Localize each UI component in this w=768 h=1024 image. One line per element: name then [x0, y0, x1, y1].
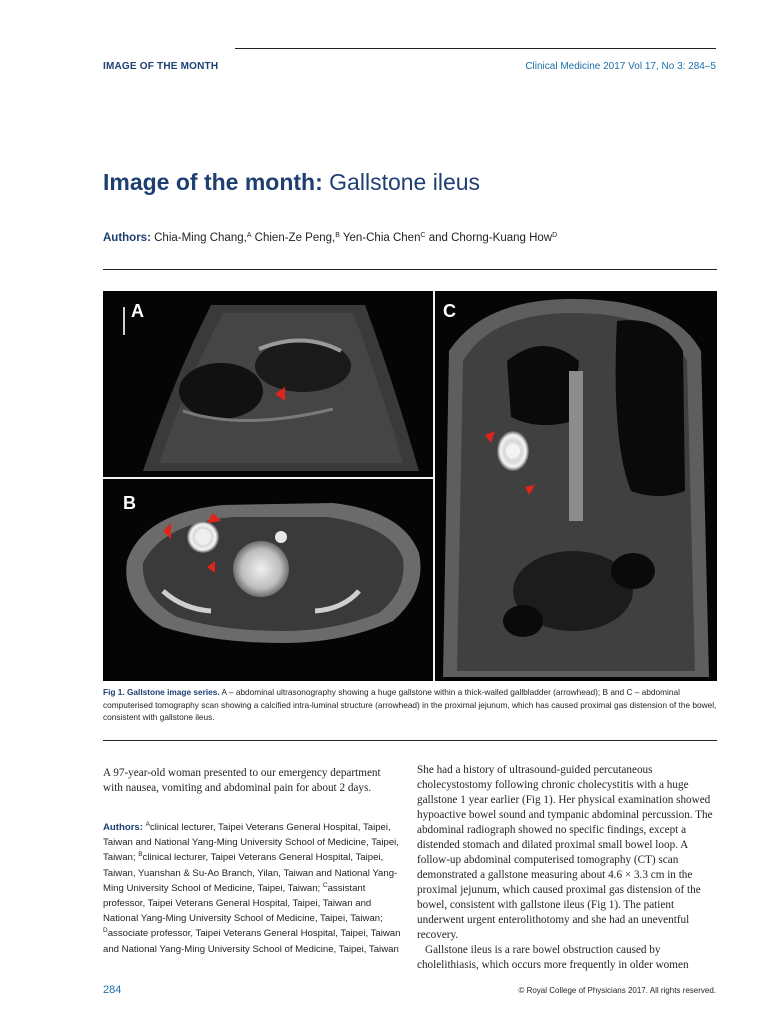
author-byline: [103, 232, 557, 244]
affiliation-superscript: A: [145, 821, 150, 828]
title-divider: [103, 269, 717, 270]
author-superscript: D: [552, 232, 558, 239]
panel-c-coronal-ct: [435, 291, 717, 681]
journal-reference[interactable]: Clinical Medicine 2017 Vol 17, No 3: 284–5: [525, 61, 716, 72]
author-name: Yen-Chia Chen: [339, 232, 421, 244]
author-superscript: A: [246, 232, 252, 239]
panel-a-ultrasound: [103, 291, 433, 477]
title-prefix: Image of the month:: [103, 169, 323, 195]
affiliation-superscript: D: [103, 927, 108, 935]
affiliation-superscript: B: [138, 851, 143, 859]
author-superscript: C: [420, 232, 426, 239]
intro-paragraph: A 97-year-old woman presented to our emergency department with nausea, vomiting and abdominal pain for about 2 days.: [103, 767, 381, 794]
authors-label: Authors:: [103, 232, 151, 244]
author-name: and Chorng-Kuang How: [425, 232, 553, 244]
body-paragraph: She had a history of ultrasound-guided percutaneous cholecystostomy following chronic cholecystitis with a huge gallstone 1 year earlier (Fig 1). Her physical examination showed hypoactive bowel sound and tympanic abdominal percussion. The abdominal radiograph showed no specific findings, except a distended stomach and dilated proximal small bowel loop. A follow-up abdominal computerised tomography (CT) scan demonstrated a gallstone measuring about 4.6 × 3.3 cm in the proximal jejunum, which caused proximal gas distension of the bowel, consistent with gallstone ileus (Fig 1). The patient underwent urgent enterolithotomy and she had an uneventful recovery.: [417, 764, 713, 941]
affiliation-text: assistant professor, Taipei Veterans General Hospital, Taipei, Taiwan and National Yang-Ming University School of Medicine, Taipei, Taiwan;: [103, 882, 383, 925]
caption-text: A – abdominal ultrasonography showing a huge gallstone within a thick-walled gallbladder (arrowhead); B and C – abdominal computerised tomography scan showing a calcified intra-luminal structure (arrowhead) in the proximal jejunum, which has caused proximal gas distension of the bowel, consistent with gallstone ileus.: [103, 687, 717, 722]
body-column-right: [417, 763, 717, 973]
title-subject: Gallstone ileus: [322, 169, 481, 195]
figure-graphic: [103, 291, 717, 681]
section-label: IMAGE OF THE MONTH: [103, 61, 219, 72]
figure-image-series: [103, 291, 717, 681]
caption-divider: [103, 740, 717, 741]
article-title: [103, 169, 480, 196]
affiliation-text: clinical lecturer, Taipei Veterans General Hospital, Taipei, Taiwan and National Yang-Ming University School of Medicine, Taipei, Taiwan;: [103, 822, 399, 864]
header-rule: [235, 48, 716, 49]
panel-c-label: C: [443, 301, 456, 321]
copyright-notice: © Royal College of Physicians 2017. All rights reserved.: [518, 986, 716, 995]
body-paragraph: Gallstone ileus is a rare bowel obstruction caused by cholelithiasis, which occurs more frequently in older women: [417, 944, 689, 971]
author-name: Chien-Ze Peng,: [251, 232, 336, 244]
author-superscript: B: [335, 232, 340, 239]
author-name: Chia-Ming Chang,: [150, 232, 247, 244]
panel-b-label: B: [123, 493, 136, 513]
panel-a-label: A: [131, 301, 144, 321]
caption-label: Fig 1. Gallstone image series.: [103, 687, 220, 697]
author-affiliations: [103, 820, 403, 957]
affiliation-text: associate professor, Taipei Veterans General Hospital, Taipei, Taiwan and National Yang-Ming University School of Medicine, Taipei, Taiwan: [103, 928, 401, 955]
page-number: 284: [103, 984, 122, 996]
figure-caption: [103, 686, 717, 724]
affiliation-superscript: C: [322, 881, 328, 889]
panel-b-axial-ct: [103, 479, 433, 681]
affiliation-text: clinical lecturer, Taipei Veterans General Hospital, Taipei, Taiwan, Yuanshan & Su-Ao Branch, Yilan, Taiwan and National Yang-Ming University School of Medicine, Taipei, Taiwan;: [103, 852, 398, 894]
affiliations-label: Authors:: [103, 822, 143, 833]
